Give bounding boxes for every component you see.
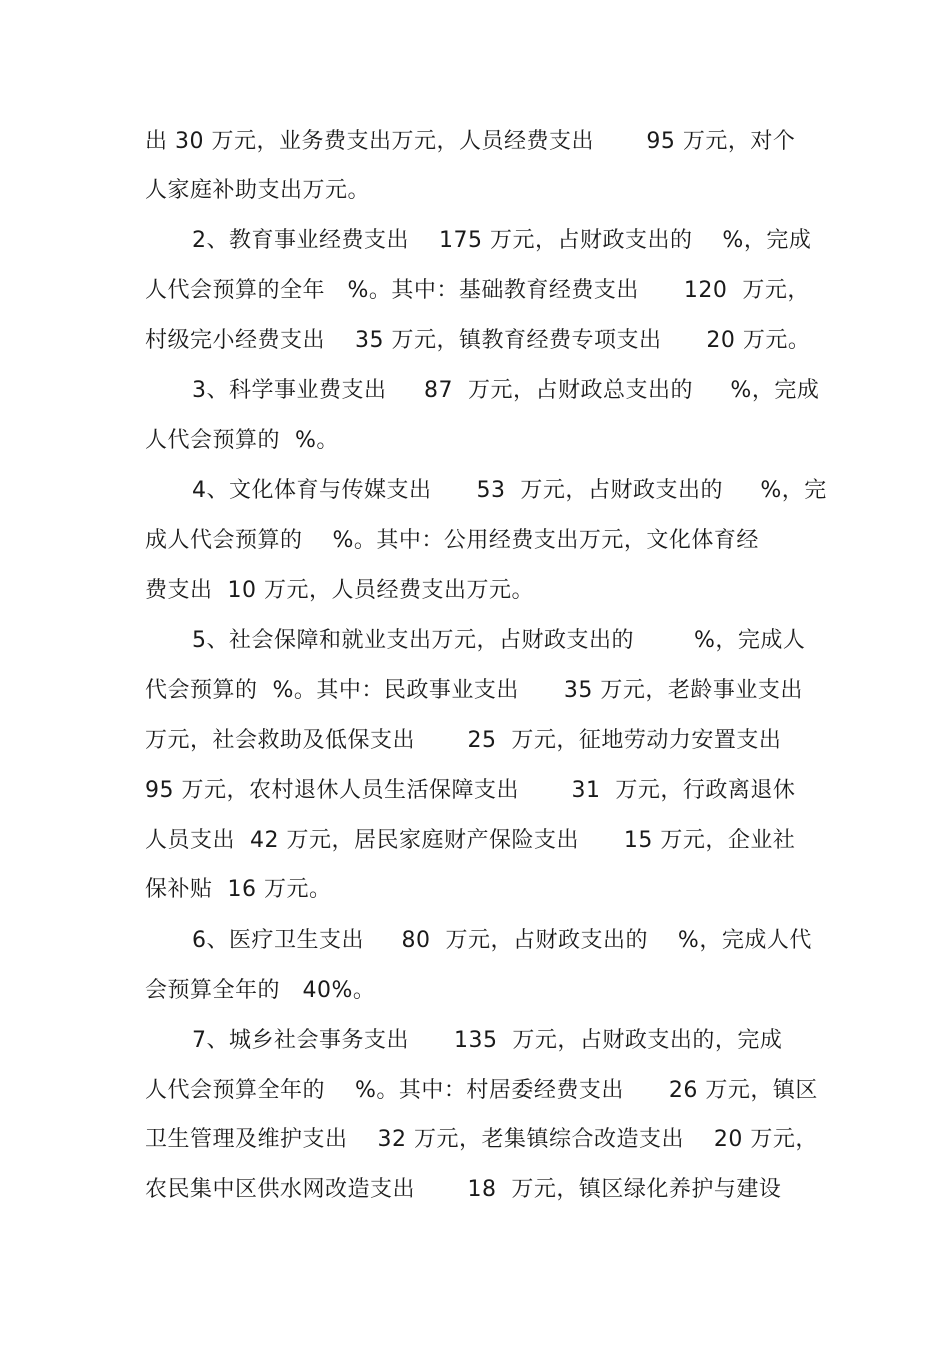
text-line: 会预算全年的 40%。 (145, 978, 376, 1003)
paragraph-4-line: 4、文化体育与传媒支出 53 万元，占财政支出的 %，完 (192, 478, 827, 503)
text-line: 出 30 万元，业务费支出万元，人员经费支出 95 万元，对个 (145, 129, 796, 154)
text-line: 成人代会预算的 %。其中：公用经费支出万元，文化体育经 (145, 528, 759, 553)
text-line: 费支出 10 万元，人员经费支出万元。 (145, 578, 534, 603)
text-line: 村级完小经费支出 35 万元，镇教育经费专项支出 20 万元。 (145, 328, 811, 353)
text-line: 代会预算的 %。其中：民政事业支出 35 万元，老龄事业支出 (145, 678, 803, 703)
text-line: 保补贴 16 万元。 (145, 877, 332, 902)
paragraph-6-line: 6、医疗卫生支出 80 万元，占财政支出的 %，完成人代 (192, 928, 812, 953)
text-line: 人代会预算的 %。 (145, 428, 339, 453)
text-line: 人代会预算全年的 %。其中：村居委经费支出 26 万元，镇区 (145, 1078, 818, 1103)
text-line: 卫生管理及维护支出 32 万元，老集镇综合改造支出 20 万元， (145, 1127, 818, 1152)
paragraph-2-line: 2、教育事业经费支出 175 万元，占财政支出的 %，完成 (192, 228, 812, 253)
paragraph-5-line: 5、社会保障和就业支出万元，占财政支出的 %，完成人 (192, 628, 806, 653)
text-line: 人家庭补助支出万元。 (145, 178, 371, 203)
paragraph-7-line: 7、城乡社会事务支出 135 万元，占财政支出的，完成 (192, 1028, 783, 1053)
text-line: 人代会预算的全年 %。其中：基础教育经费支出 120 万元， (145, 278, 810, 303)
text-line: 农民集中区供水网改造支出 18 万元，镇区绿化养护与建设 (145, 1177, 782, 1202)
text-line: 万元，社会救助及低保支出 25 万元，征地劳动力安置支出 (145, 728, 782, 753)
text-line: 95 万元，农村退休人员生活保障支出 31 万元，行政离退休 (145, 778, 796, 803)
text-line: 人员支出 42 万元，居民家庭财产保险支出 15 万元，企业社 (145, 828, 796, 853)
paragraph-3-line: 3、科学事业费支出 87 万元，占财政总支出的 %，完成 (192, 378, 820, 403)
